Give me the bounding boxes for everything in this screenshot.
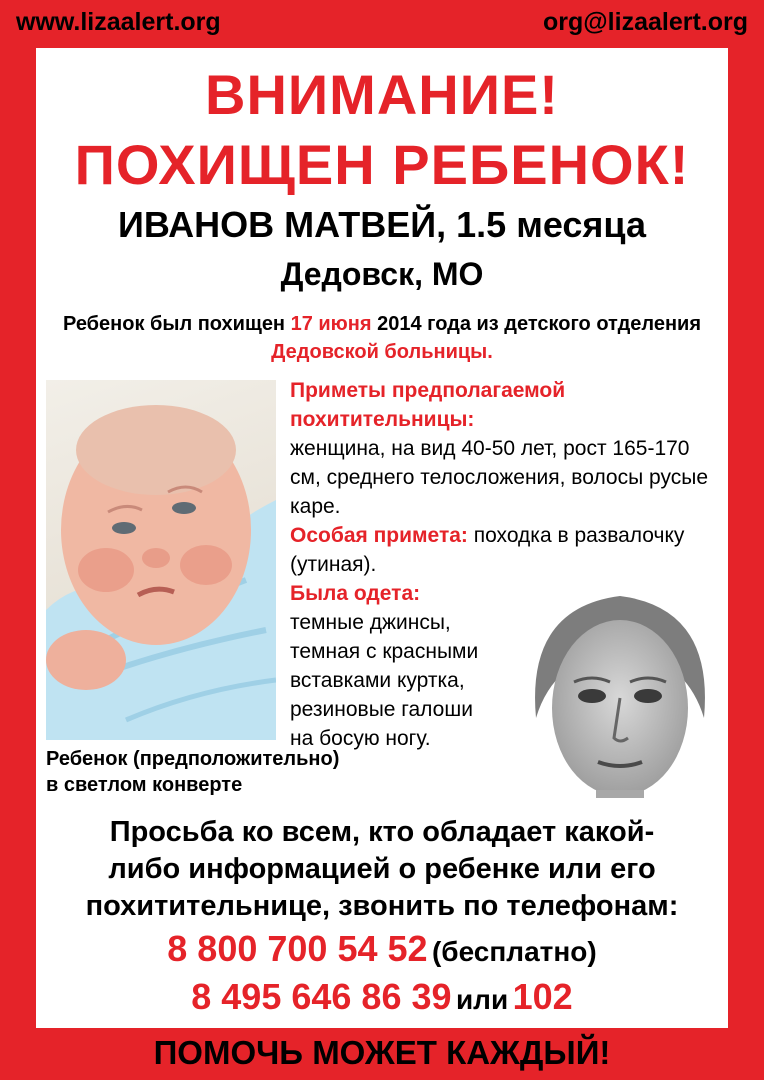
phone-row-2 <box>36 976 728 1018</box>
clothes-line: резиновые галоши <box>290 698 473 721</box>
clothes-label: Была одета: <box>290 582 421 605</box>
headline-abducted: ПОХИЩЕН РЕБЕНОК! <box>74 133 690 196</box>
appeal-text <box>56 814 708 925</box>
special-sign <box>290 521 720 579</box>
signs-label: Приметы предполагаемой похитительницы: <box>290 379 566 431</box>
child-photo <box>46 380 276 740</box>
intro-text-1: Ребенок был похищен <box>62 313 291 335</box>
photo-caption-line1: Ребенок (предположительно) <box>46 748 340 770</box>
clothes-line: темная с красными <box>290 640 479 663</box>
email-link[interactable]: org@lizaalert.org <box>543 7 748 36</box>
clothes-line: на босую ногу. <box>290 727 431 750</box>
top-bar <box>0 0 764 44</box>
phone-free-note: (бесплатно) <box>431 936 597 967</box>
photo-caption-line2: в светлом конверте <box>46 774 243 796</box>
intro-date: 17 июня <box>290 313 372 335</box>
appeal-line2: либо информацией о ребенке или его <box>108 853 656 885</box>
photo-caption <box>46 746 406 798</box>
child-name: ИВАНОВ МАТВЕЙ, 1.5 месяца <box>118 204 646 245</box>
signs-text: женщина, на вид 40-50 лет, рост 165-170 см, среднего телосложения, волосы русые каре. <box>290 437 709 518</box>
intro-place: Дедовской больницы. <box>271 341 493 363</box>
phone-free[interactable]: 8 800 700 54 52 <box>167 928 428 969</box>
intro-text-2: 2014 года из детского отделения <box>371 313 701 335</box>
phone-emergency[interactable]: 102 <box>512 976 573 1017</box>
site-link[interactable]: www.lizaalert.org <box>16 7 221 36</box>
phone-moscow[interactable]: 8 495 646 86 39 <box>191 976 452 1017</box>
phone-connector: или <box>455 984 509 1015</box>
footer-slogan: ПОМОЧЬ МОЖЕТ КАЖДЫЙ! <box>153 1034 611 1071</box>
appeal-line1: Просьба ко всем, кто обладает какой- <box>109 816 655 848</box>
suspect-sketch <box>516 578 724 798</box>
child-photo-illustration <box>46 380 276 740</box>
poster-panel <box>36 48 728 1028</box>
appeal-line3: похитительнице, звонить по телефонам: <box>85 890 679 922</box>
special-text: походка в развалочку (утиная). <box>290 524 685 576</box>
suspect-sketch-illustration <box>516 578 724 798</box>
phone-row-1 <box>36 928 728 970</box>
child-city: Дедовск, МО <box>280 256 484 292</box>
headline-attention: ВНИМАНИЕ! <box>205 63 559 126</box>
incident-intro <box>56 310 708 366</box>
clothes-line: вставками куртка, <box>290 669 465 692</box>
special-label: Особая примета: <box>290 524 468 547</box>
clothes-line: темные джинсы, <box>290 611 451 634</box>
